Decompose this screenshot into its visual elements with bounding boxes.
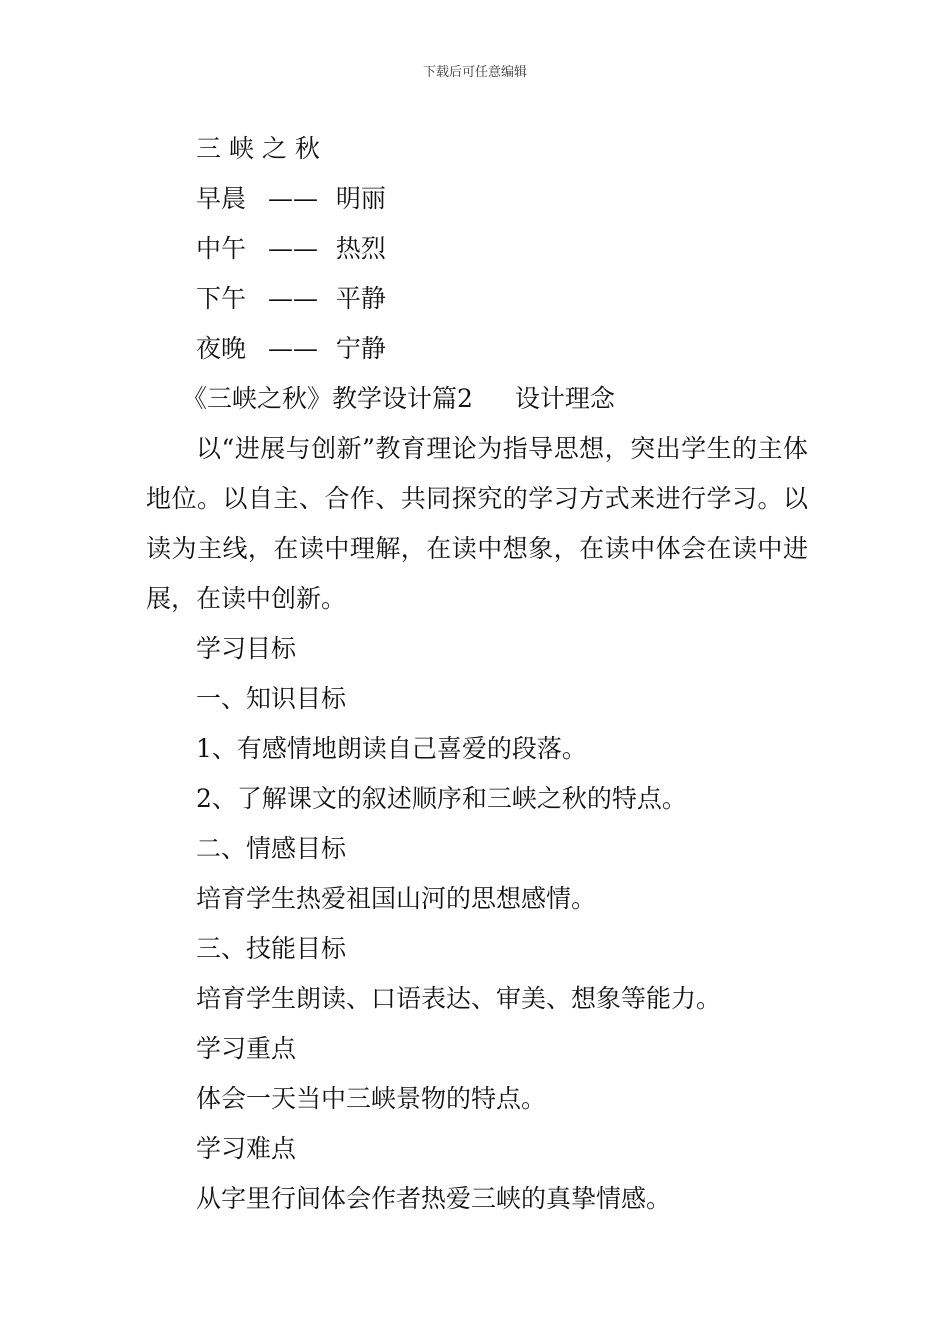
schedule-dash: —— xyxy=(267,284,318,313)
schedule-dash: —— xyxy=(267,234,318,263)
schedule-time: 中午 xyxy=(196,234,247,263)
section-title: 《三峡之秋》教学设计篇2 xyxy=(182,384,473,413)
goals-heading: 学习目标 xyxy=(196,634,297,663)
schedule-quality: 平静 xyxy=(335,284,386,313)
skill-text: 培育学生朗读、口语表达、审美、想象等能力。 xyxy=(196,984,722,1013)
schedule-time: 夜晚 xyxy=(196,334,247,363)
schedule-quality: 明丽 xyxy=(335,184,386,213)
schedule-dash: —— xyxy=(267,334,318,363)
schedule-quality: 热烈 xyxy=(335,234,386,263)
schedule-row xyxy=(196,332,386,366)
section-subtitle: 设计理念 xyxy=(514,384,615,413)
key-heading: 学习重点 xyxy=(196,1034,297,1063)
page-header-note: 下载后可任意编辑 xyxy=(422,65,527,80)
key-text: 体会一天当中三峡景物的特点。 xyxy=(196,1084,547,1113)
knowledge-item: 2、了解课文的叙述顺序和三峡之秋的特点。 xyxy=(196,784,687,813)
concept-paragraph: 以“进展与创新”教育理论为指导思想，突出学生的主体地位。以自主、合作、共同探究的学习方式来进行学习。以读为主线，在读中理解，在读中想象，在读中体会在读中进展，在读中创新。 xyxy=(146,434,808,613)
schedule-quality: 宁静 xyxy=(335,334,386,363)
emotion-heading: 二、情感目标 xyxy=(196,834,347,863)
schedule-row xyxy=(196,232,386,266)
difficulty-text: 从字里行间体会作者热爱三峡的真挚情感。 xyxy=(196,1184,672,1213)
document-title: 三 峡 之 秋 xyxy=(196,134,320,163)
difficulty-heading: 学习难点 xyxy=(196,1134,297,1163)
knowledge-heading: 一、知识目标 xyxy=(196,684,347,713)
schedule-time: 早晨 xyxy=(196,184,247,213)
knowledge-item: 1、有感情地朗读自己喜爱的段落。 xyxy=(196,734,587,763)
schedule-row xyxy=(196,282,386,316)
schedule-time: 下午 xyxy=(196,284,247,313)
section-heading xyxy=(182,382,615,416)
emotion-text: 培育学生热爱祖国山河的思想感情。 xyxy=(196,884,597,913)
skill-heading: 三、技能目标 xyxy=(196,934,347,963)
schedule-row xyxy=(196,182,386,216)
schedule-dash: —— xyxy=(267,184,318,213)
